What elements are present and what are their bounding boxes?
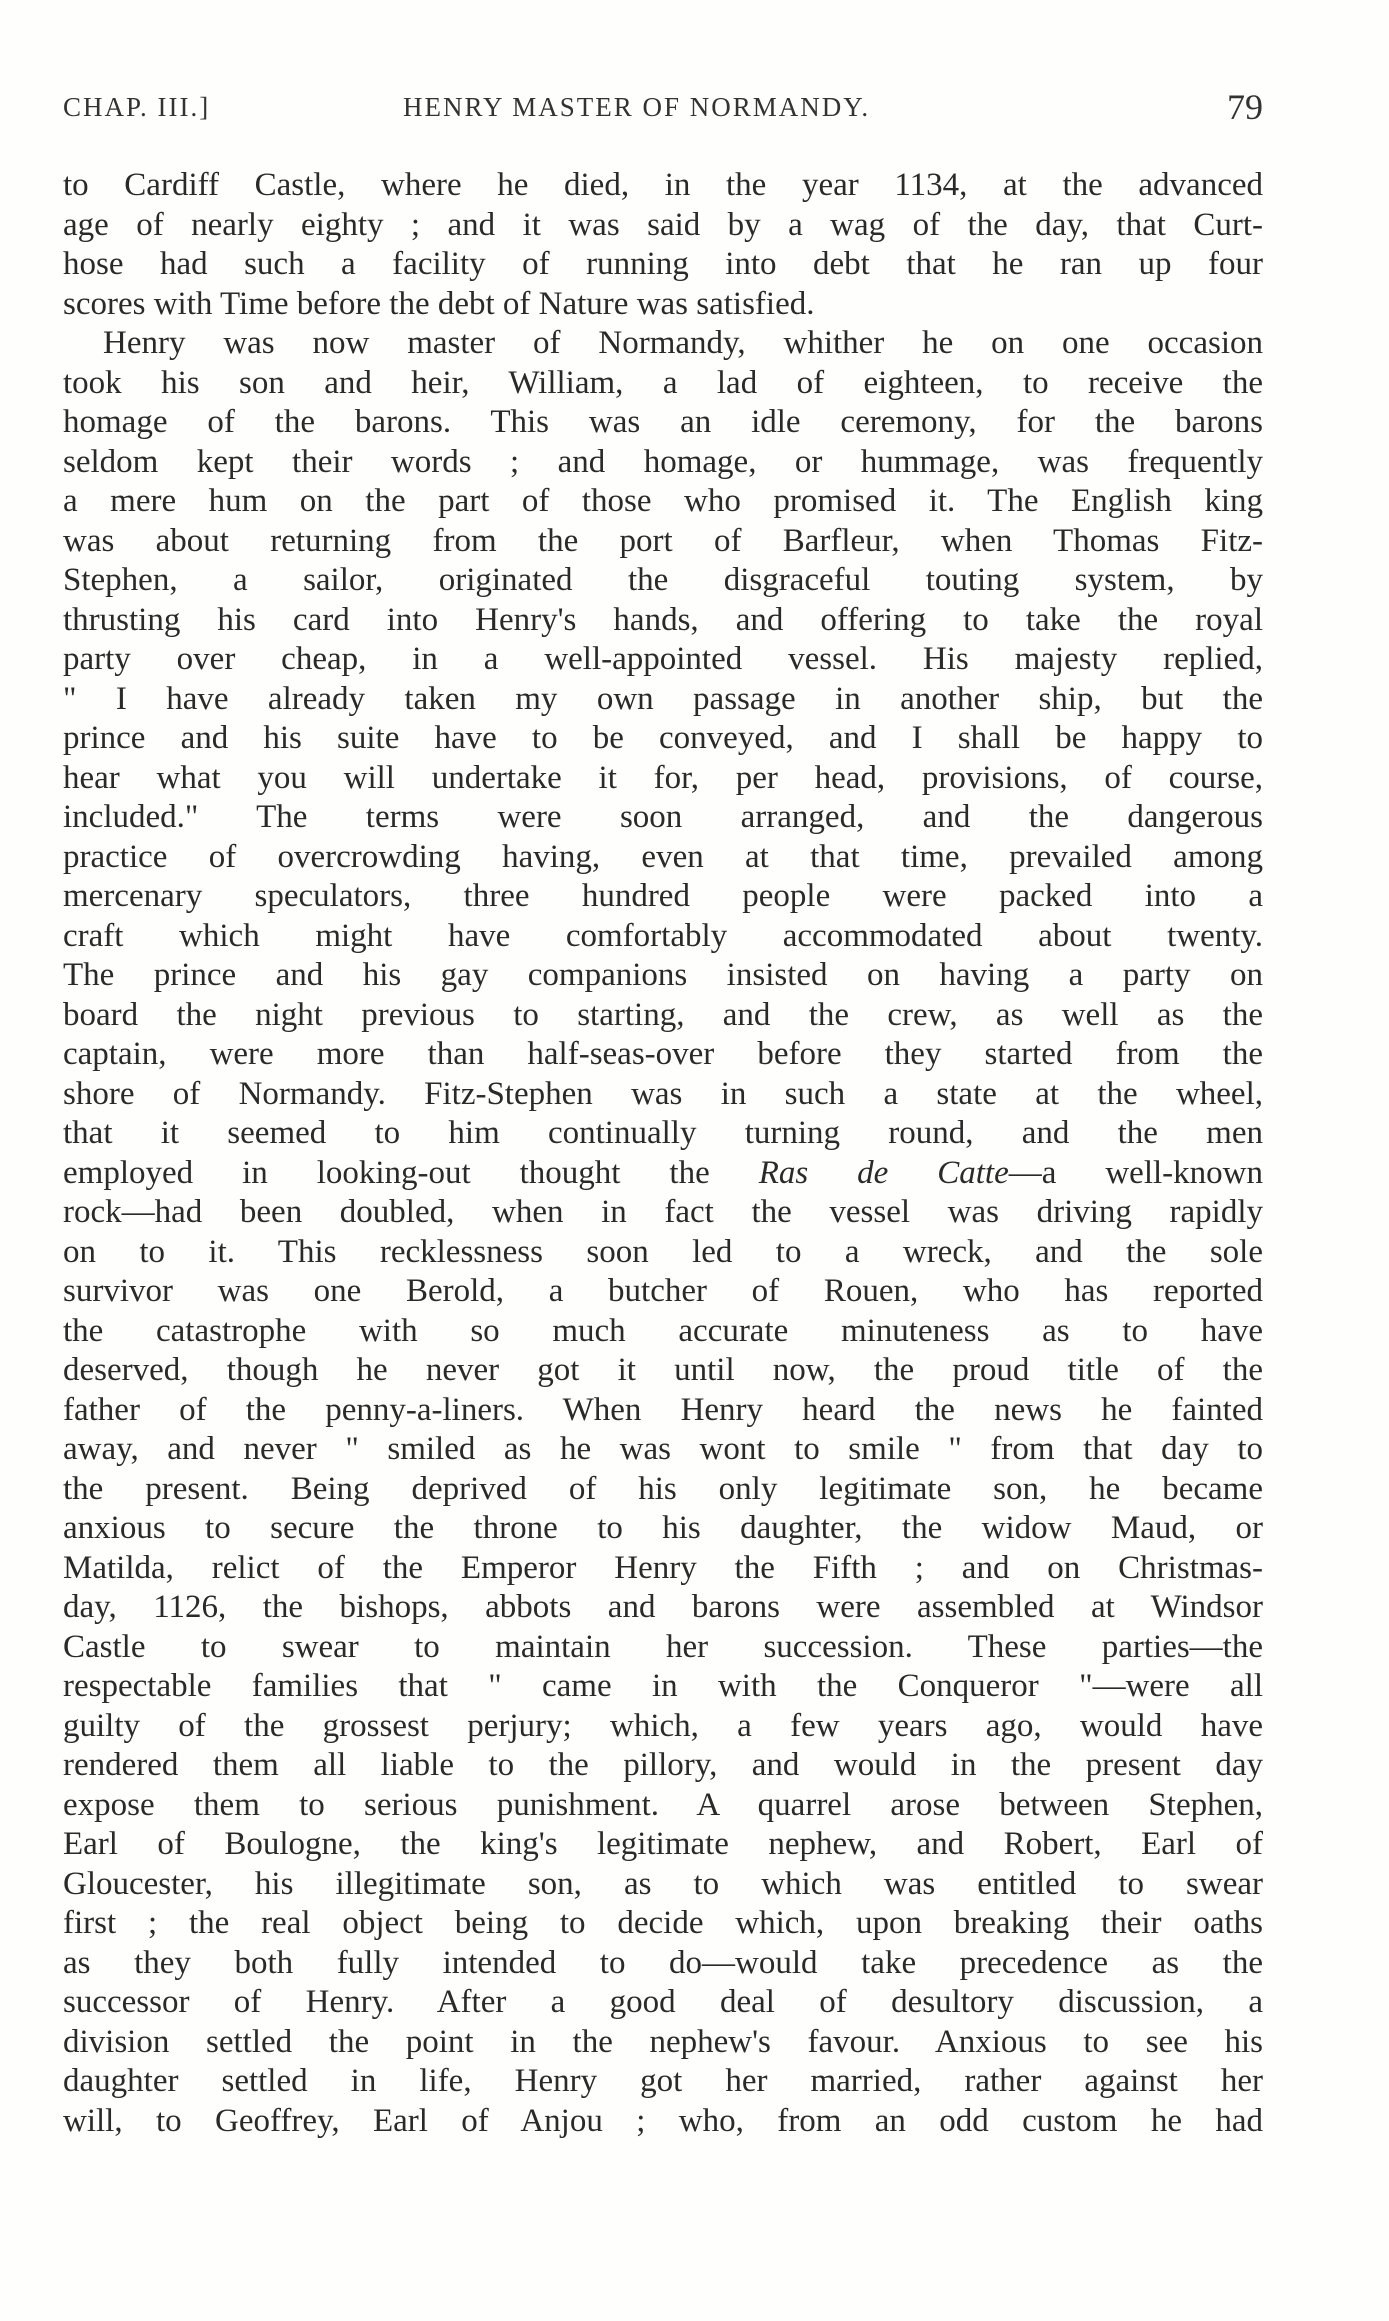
text-line: hear what you will undertake it for, per head, provisions, of course, <box>63 759 1263 796</box>
text-line: successor of Henry. After a good deal of desultory discussion, a <box>63 1984 1263 2020</box>
text-line: deserved, though he never got it until now, the proud title of the <box>63 1352 1263 1388</box>
chapter-label: CHAP. III.] <box>63 92 211 122</box>
text-line: to Cardiff Castle, where he died, in the year 1134, at the advanced <box>63 167 1263 203</box>
text-line: daughter settled in life, Henry got her married, rather against her <box>63 2063 1263 2099</box>
text-line: was about returning from the port of Barfleur, when Thomas Fitz- <box>63 522 1263 559</box>
text-line: will, to Geoffrey, Earl of Anjou ; who, from an odd custom he had <box>63 2102 1263 2139</box>
page-number: 79 <box>1227 87 1263 127</box>
text-line: captain, were more than half-seas-over before they started from the <box>63 1036 1263 1072</box>
text-line: age of nearly eighty ; and it was said by a wag of the day, that Curt- <box>63 206 1263 243</box>
text-line: first ; the real object being to decide which, upon breaking their oaths <box>63 1905 1263 1941</box>
text-line: practice of overcrowding having, even at that time, prevailed among <box>63 838 1263 875</box>
text-line: shore of Normandy. Fitz-Stephen was in such a state at the wheel, <box>63 1075 1263 1112</box>
text-line: the present. Being deprived of his only legitimate son, he became <box>63 1470 1263 1507</box>
text-line: Earl of Boulogne, the king's legitimate nephew, and Robert, Earl of <box>63 1826 1263 1862</box>
body-text <box>63 166 1263 2141</box>
running-head <box>63 86 1263 134</box>
text-line: craft which might have comfortably accommodated about twenty. <box>63 917 1263 954</box>
text-line: Gloucester, his illegitimate son, as to which was entitled to swear <box>63 1865 1263 1902</box>
running-title: HENRY MASTER OF NORMANDY. <box>403 92 871 122</box>
text-line: took his son and heir, William, a lad of eighteen, to receive the <box>63 364 1263 401</box>
text-line: party over cheap, in a well-appointed vessel. His majesty replied, <box>63 641 1263 677</box>
text-line: expose them to serious punishment. A quarrel arose between Stephen, <box>63 1786 1263 1823</box>
text-line: seldom kept their words ; and homage, or hummage, was frequently <box>63 443 1263 480</box>
text-line: anxious to secure the throne to his daughter, the widow Maud, or <box>63 1510 1263 1546</box>
text-line: " I have already taken my own passage in another ship, but the <box>63 680 1263 717</box>
text-line: rendered them all liable to the pillory, and would in the present day <box>63 1747 1263 1783</box>
text-line: Stephen, a sailor, originated the disgraceful touting system, by <box>63 562 1263 598</box>
text-line: respectable families that " came in with the Conqueror "—were all <box>63 1668 1263 1704</box>
text-segment: employed in looking-out thought the <box>63 1154 710 1191</box>
text-line: the catastrophe with so much accurate minuteness as to have <box>63 1312 1263 1349</box>
text-line: board the night previous to starting, and the crew, as well as the <box>63 996 1263 1033</box>
text-line: Henry was now master of Normandy, whither he on one occasion <box>103 325 1263 361</box>
text-line: The prince and his gay companions insisted on having a party on <box>63 957 1263 993</box>
text-line: division settled the point in the nephew's favour. Anxious to see his <box>63 2023 1263 2060</box>
text-segment: —a well-known <box>1008 1154 1263 1191</box>
text-line: a mere hum on the part of those who promised it. The English king <box>63 483 1263 519</box>
text-line <box>63 1154 1263 1194</box>
text-line: thrusting his card into Henry's hands, and offering to take the royal <box>63 601 1263 638</box>
text-line: survivor was one Berold, a butcher of Rouen, who has reported <box>63 1273 1263 1309</box>
text-line: mercenary speculators, three hundred people were packed into a <box>63 878 1263 914</box>
text-line: father of the penny-a-liners. When Henry heard the news he fainted <box>63 1391 1263 1428</box>
text-line: Castle to swear to maintain her succession. These parties—the <box>63 1628 1263 1665</box>
text-line: day, 1126, the bishops, abbots and barons were assembled at Windsor <box>63 1589 1263 1625</box>
text-line: scores with Time before the debt of Nature was satisfied. <box>63 285 815 322</box>
text-line: included." The terms were soon arranged, and the dangerous <box>63 799 1263 835</box>
text-line: guilty of the grossest perjury; which, a few years ago, would have <box>63 1707 1263 1744</box>
text-line: hose had such a facility of running into debt that he ran up four <box>63 246 1263 282</box>
text-line: prince and his suite have to be conveyed, and I shall be happy to <box>63 720 1263 756</box>
text-line: on to it. This recklessness soon led to a wreck, and the sole <box>63 1233 1263 1270</box>
text-line: away, and never " smiled as he was wont to smile " from that day to <box>63 1431 1263 1467</box>
text-line: homage of the barons. This was an idle ceremony, for the barons <box>63 404 1263 440</box>
text-line: rock—had been doubled, when in fact the vessel was driving rapidly <box>63 1194 1263 1230</box>
text-line: as they both fully intended to do—would take precedence as the <box>63 1944 1263 1981</box>
text-line: Matilda, relict of the Emperor Henry the Fifth ; and on Christmas- <box>63 1549 1263 1586</box>
text-line: that it seemed to him continually turning round, and the men <box>63 1115 1263 1151</box>
italic-place-name: Ras de Catte <box>758 1154 1009 1191</box>
